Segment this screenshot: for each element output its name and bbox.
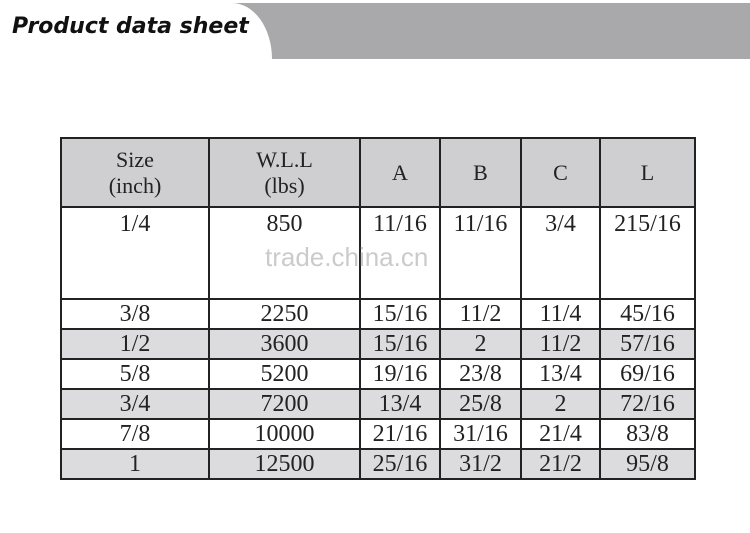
header-wll-label: W.L.L [256, 146, 313, 172]
table-cell: 11/2 [440, 299, 521, 329]
table-row [61, 389, 695, 419]
table-cell: 7200 [209, 389, 360, 419]
table-cell: 3/4 [521, 207, 600, 299]
table-cell: 69/16 [600, 359, 695, 389]
table-cell: 1/2 [61, 329, 209, 359]
table-cell: 83/8 [600, 419, 695, 449]
table-cell: 7/8 [61, 419, 209, 449]
header-size [61, 138, 209, 207]
table-row [61, 419, 695, 449]
table-header-row [61, 138, 695, 207]
table-cell: 1 [61, 449, 209, 479]
table-cell: 25/16 [360, 449, 440, 479]
table-cell: 850 [209, 207, 360, 299]
table-cell: 3/4 [61, 389, 209, 419]
table-cell: 13/4 [521, 359, 600, 389]
header-a: A [360, 138, 440, 207]
table-cell: 11/16 [360, 207, 440, 299]
table-row [61, 299, 695, 329]
table-cell: 15/16 [360, 329, 440, 359]
table-cell: 21/4 [521, 419, 600, 449]
table-cell: 1/4 [61, 207, 209, 299]
table-cell: 13/4 [360, 389, 440, 419]
table-cell: 31/2 [440, 449, 521, 479]
header-wll [209, 138, 360, 207]
table-cell: 215/16 [600, 207, 695, 299]
table-row [61, 449, 695, 479]
table-cell: 2 [440, 329, 521, 359]
table-cell: 23/8 [440, 359, 521, 389]
table-cell: 21/16 [360, 419, 440, 449]
table-cell: 5/8 [61, 359, 209, 389]
product-spec-table [60, 137, 696, 480]
table-cell: 11/2 [521, 329, 600, 359]
table-cell: 11/4 [521, 299, 600, 329]
header-l: L [600, 138, 695, 207]
table-cell: 12500 [209, 449, 360, 479]
table-cell: 11/16 [440, 207, 521, 299]
page-title: Product data sheet [12, 14, 249, 39]
table-cell: 2 [521, 389, 600, 419]
table-cell: 10000 [209, 419, 360, 449]
table-cell: 95/8 [600, 449, 695, 479]
table-cell: 45/16 [600, 299, 695, 329]
table-cell: 72/16 [600, 389, 695, 419]
header-size-unit: (inch) [108, 172, 162, 198]
table-cell: 21/2 [521, 449, 600, 479]
table-cell: 15/16 [360, 299, 440, 329]
table-row [61, 359, 695, 389]
table-cell: 19/16 [360, 359, 440, 389]
table-cell: 2250 [209, 299, 360, 329]
table-cell: 57/16 [600, 329, 695, 359]
header-size-label: Size [116, 146, 154, 172]
table-cell: 3600 [209, 329, 360, 359]
table-cell: 25/8 [440, 389, 521, 419]
table-row [61, 329, 695, 359]
watermark-text: trade.china.cn [265, 242, 429, 272]
header-c: C [521, 138, 600, 207]
table-cell: 3/8 [61, 299, 209, 329]
header-b: B [440, 138, 521, 207]
table-cell: 31/16 [440, 419, 521, 449]
table-cell: 5200 [209, 359, 360, 389]
header-wll-unit: (lbs) [264, 172, 305, 198]
